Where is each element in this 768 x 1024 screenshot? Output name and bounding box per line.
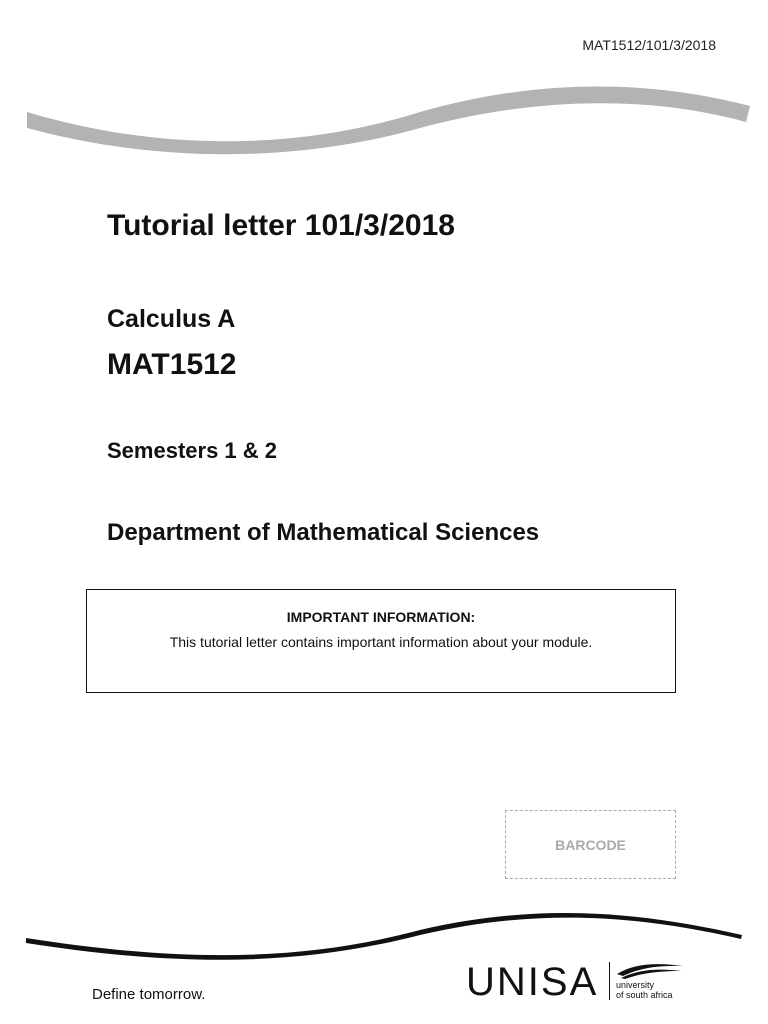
logo-sub-line2: of south africa: [616, 990, 673, 1000]
department: Department of Mathematical Sciences: [107, 519, 540, 546]
course-code: MAT1512: [107, 348, 237, 381]
tagline: Define tomorrow.: [92, 986, 206, 1003]
logo-sub-line1: university: [616, 980, 655, 990]
unisa-wing-icon: [615, 960, 685, 980]
page-title: Tutorial letter 101/3/2018: [107, 209, 455, 242]
document-reference: MAT1512/101/3/2018: [582, 37, 716, 53]
unisa-logo-subtext: [616, 980, 673, 1000]
info-body: This tutorial letter contains important information about your module.: [169, 634, 593, 650]
barcode-label: BARCODE: [555, 836, 626, 853]
course-name: Calculus A: [107, 305, 236, 333]
semesters: Semesters 1 & 2: [107, 438, 277, 463]
unisa-logo-wordmark: UNISA: [466, 960, 599, 1004]
logo-divider: [609, 962, 610, 1000]
barcode-placeholder: [505, 810, 676, 879]
important-information-box: [86, 589, 676, 693]
info-heading: IMPORTANT INFORMATION:: [286, 609, 476, 625]
